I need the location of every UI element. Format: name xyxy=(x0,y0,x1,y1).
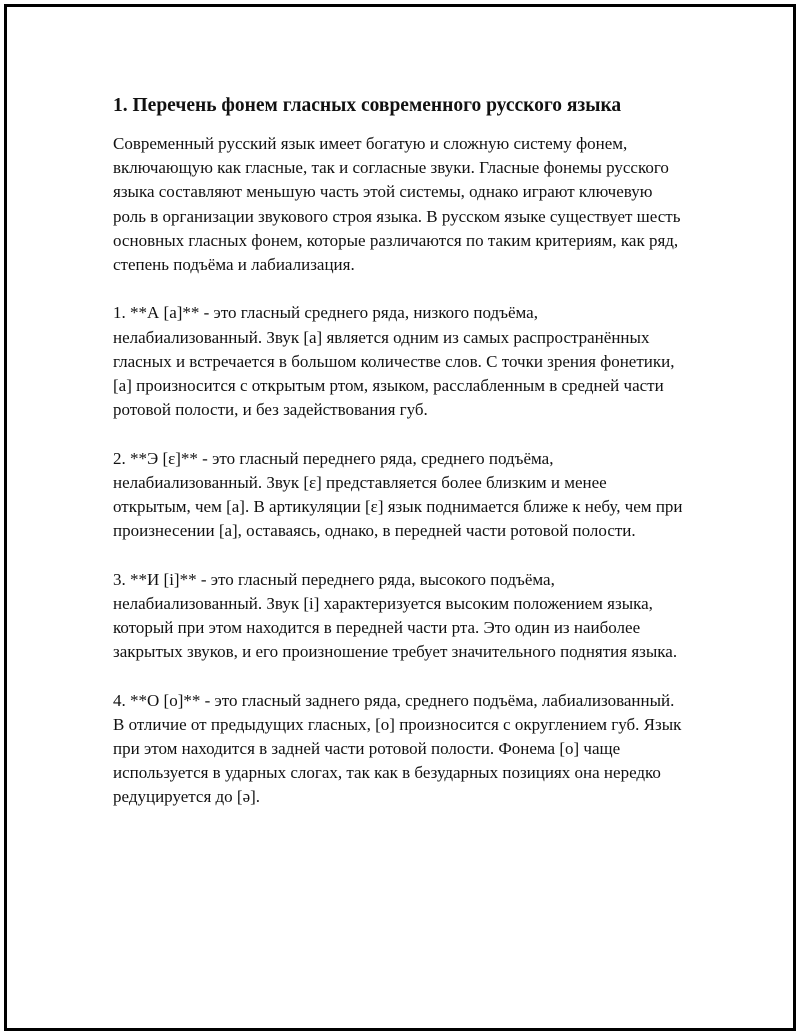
section-title: 1. Перечень фонем гласных современного русского языка xyxy=(113,95,622,116)
document-body xyxy=(113,94,688,834)
vowel-a-paragraph: 1. **А [a]** - это гласный среднего ряда, низкого подъёма, нелабиализованный. Звук [a] является одним из самых распространённых гласных и встречается в большом количестве слов. С точки зрения фонетики, [a] произносится с открытым ртом, языком, расслабленным в средней части ротовой полости, и без задействования губ. xyxy=(113,303,675,420)
intro-paragraph: Современный русский язык имеет богатую и сложную систему фонем, включающую как гласные, так и согласные звуки. Гласные фонемы русского языка составляют меньшую часть этой системы, однако играют ключевую роль в организации звукового строя языка. В русском языке существует шесть основных гласных фонем, которые различаются по таким критериям, как ряд, степень подъёма и лабиализация. xyxy=(113,134,681,275)
vowel-o-paragraph: 4. **О [o]** - это гласный заднего ряда, среднего подъёма, лабиализованный. В отличие от предыдущих гласных, [o] произносится с округлением губ. Язык при этом находится в задней части ротовой полости. Фонема [o] чаще используется в ударных слогах, так как в безударных позициях она нередко редуцируется до [ə]. xyxy=(113,690,682,807)
vowel-e-paragraph: 2. **Э [ɛ]** - это гласный переднего ряда, среднего подъёма, нелабиализованный. Звук [ɛ] представляется более близким и менее открытым, чем [a]. В артикуляции [ɛ] язык поднимается ближе к небу, чем при произнесении [a], оставаясь, однако, в передней части ротовой полости. xyxy=(113,448,683,541)
vowel-i-paragraph: 3. **И [i]** - это гласный переднего ряда, высокого подъёма, нелабиализованный. Звук [i] характеризуется высоким положением языка, который при этом находится в передней части рта. Это один из наиболее закрытых звуков, и его произношение требует значительного поднятия языка. xyxy=(113,569,678,662)
